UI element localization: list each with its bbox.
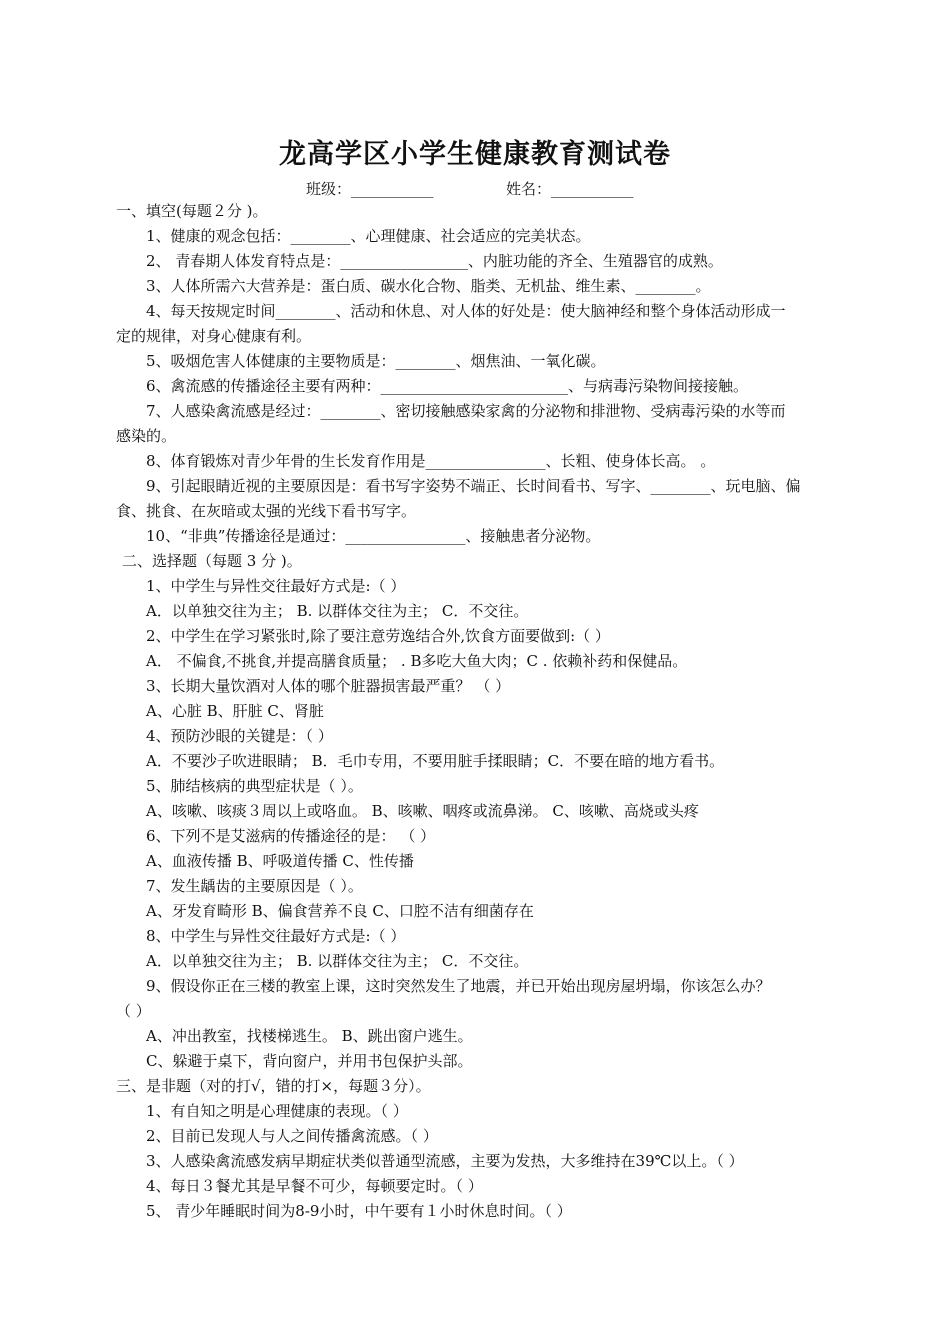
option-line: A、牙发育畸形 B、偏食营养不良 C、口腔不洁有细菌存在 (146, 902, 534, 920)
question-line: 2、中学生在学习紧张时,除了要注意劳逸结合外,饮食方面要做到:（ ） (146, 627, 610, 645)
option-line: A． 不偏食,不挑食,并提高膳食质量； . B多吃大鱼大肉；C . 依赖补药和保健品。 (146, 652, 688, 670)
question-line: 1、中学生与异性交往最好方式是:（ ） (146, 577, 406, 595)
question-line: 1、健康的观念包括：________、心理健康、社会适应的完美状态。 (146, 227, 591, 245)
question-line: 5、吸烟危害人体健康的主要物质是：________、烟焦油、一氧化碳。 (146, 352, 606, 370)
answer-bracket: （ ） (116, 1002, 151, 1020)
section-heading-multiple-choice: 二、选择题（每题 3 分 )。 (122, 552, 302, 570)
question-line: 6、下列不是艾滋病的传播途径的是： （ ） (146, 827, 436, 845)
question-line: 2、 青春期人体发育特点是：_________________、内脏功能的齐全、生殖器官的成熟。 (146, 252, 723, 270)
question-line: 5、 青少年睡眠时间为8-9小时，中午要有１小时休息时间。（ ） (146, 1202, 572, 1220)
class-field: 班级：___________ (306, 180, 434, 198)
question-line: 4、每日３餐尤其是早餐不可少，每顿要定时。（ ） (146, 1177, 483, 1195)
question-line: 3、长期大量饮酒对人体的哪个脏器损害最严重？ （ ） (146, 677, 511, 695)
question-line: 1、有自知之明是心理健康的表现。（ ） (146, 1102, 408, 1120)
page-title: 龙高学区小学生健康教育测试卷 (279, 139, 671, 170)
option-line: C、躲避于桌下，背向窗户，并用书包保护头部。 (146, 1052, 473, 1070)
question-line: 8、中学生与异性交往最好方式是:（ ） (146, 927, 406, 945)
question-line: 2、目前已发现人与人之间传播禽流感。（ ） (146, 1127, 438, 1145)
option-line: A、血液传播 B、呼吸道传播 C、性传播 (146, 852, 414, 870)
question-line: 4、预防沙眼的关键是：（ ） (146, 727, 333, 745)
section-heading-fill-blank: 一、填空(每题２分 )。 (116, 202, 268, 220)
option-line: A．不要沙子吹进眼睛； B．毛巾专用，不要用脏手揉眼睛；C．不要在暗的地方看书。 (146, 752, 725, 770)
option-line: A、冲出教室，找楼梯逃生。 B、跳出窗户逃生。 (146, 1027, 473, 1045)
question-line: 食、挑食、在灰暗或太强的光线下看书写字。 (116, 502, 417, 520)
question-line: 7、发生龋齿的主要原因是（ ）。 (146, 877, 363, 895)
question-line: 3、人感染禽流感发病早期症状类似普通型流感，主要为发热，大多维持在39℃以上。（ ） (146, 1152, 744, 1170)
option-line: A、心脏 B、肝脏 C、肾脏 (146, 702, 324, 720)
question-line: 4、每天按规定时间________、活动和休息、对人体的好处是：使大脑神经和整个身体活动形成一 (146, 302, 786, 320)
question-line: 10、“非典”传播途径是通过：________________、接触患者分泌物。 (146, 527, 601, 545)
question-line: 感染的。 (116, 427, 177, 445)
question-line: 6、禽流感的传播途径主要有两种：_________________________、与病毒污染物间接接触。 (146, 377, 749, 395)
section-heading-true-false: 三、是非题（对的打√，错的打×，每题３分）。 (116, 1077, 431, 1095)
option-line: A．以单独交往为主； B. 以群体交往为主； C．不交往。 (146, 602, 529, 620)
question-line: 9、引起眼睛近视的主要原因是：看书写字姿势不端正、长时间看书、写字、________、玩电脑、偏 (146, 477, 801, 495)
option-line: A、咳嗽、咳痰３周以上或咯血。 B、咳嗽、咽疼或流鼻涕。 C、咳嗽、高烧或头疼 (146, 802, 699, 820)
option-line: A．以单独交往为主； B. 以群体交往为主； C．不交往。 (146, 952, 529, 970)
question-line: 9、假设你正在三楼的教室上课，这时突然发生了地震，并已开始出现房屋坍塌，你该怎么办？ (146, 977, 771, 995)
question-line: 3、人体所需六大营养是：蛋白质、碳水化合物、脂类、无机盐、维生素、________。 (146, 277, 711, 295)
name-field: 姓名：___________ (506, 180, 634, 198)
question-line: 5、肺结核病的典型症状是（ ）。 (146, 777, 363, 795)
question-line: 定的规律，对身心健康有利。 (116, 327, 312, 345)
question-line: 7、人感染禽流感是经过：________、密切接触感染家禽的分泌物和排泄物、受病毒污染的水等而 (146, 402, 786, 420)
question-line: 8、体育锻炼对青少年骨的生长发育作用是________________、长粗、使身体长高。 。 (146, 452, 716, 470)
